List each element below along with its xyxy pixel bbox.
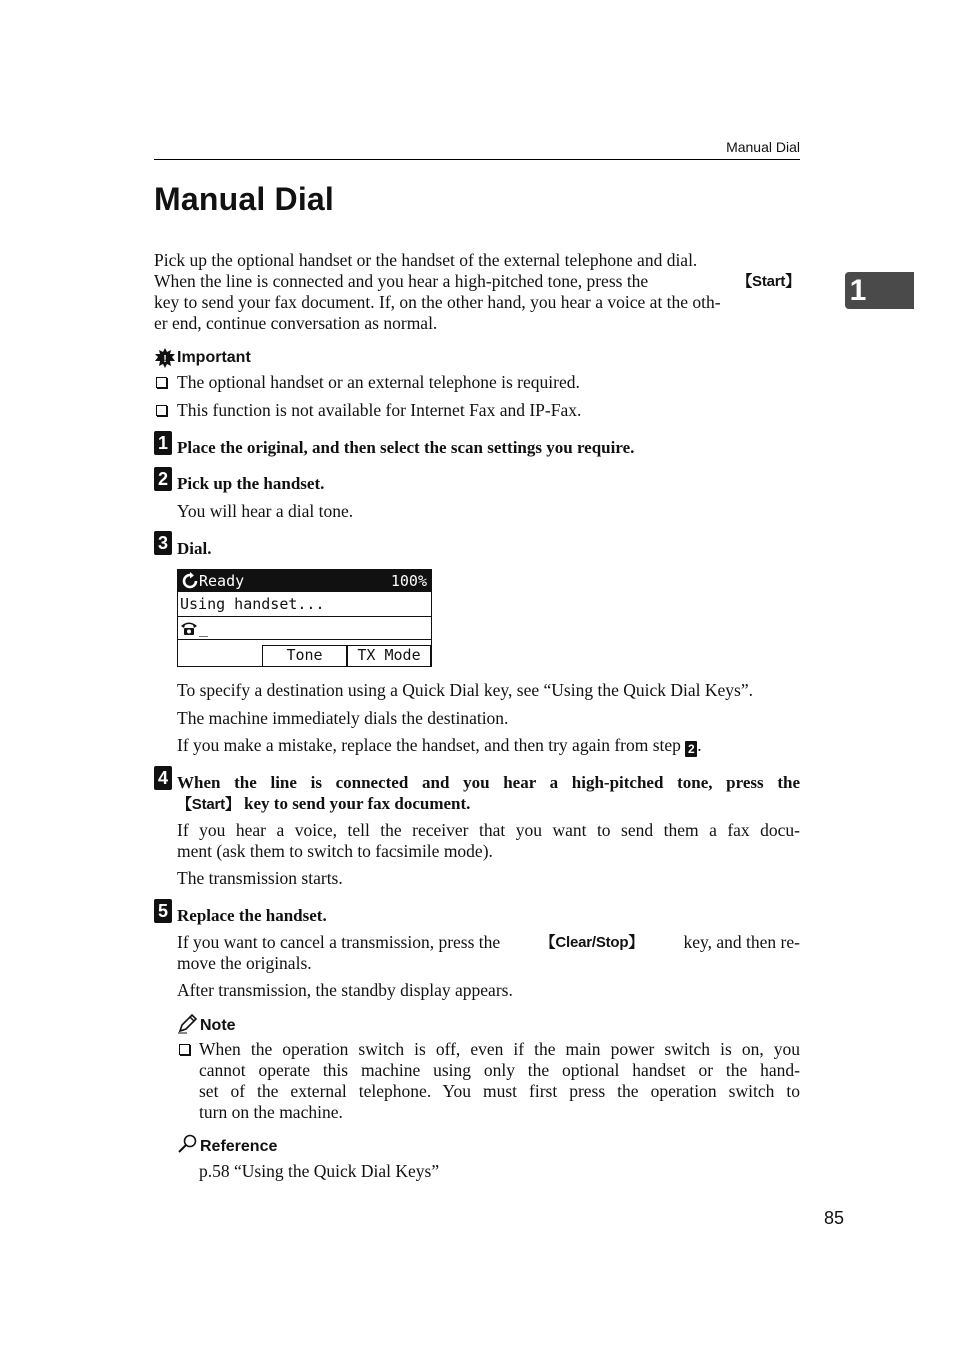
important-item-text: The optional handset or an external telephone is required. [177,372,580,392]
tone-button[interactable]: Tone [262,645,347,666]
note-line: cannot operate this machine using only the optional handset or the hand- [199,1060,800,1080]
lcd-display [177,569,432,667]
lcd-cursor: _ [199,619,209,637]
tx-mode-button[interactable]: TX Mode [347,645,431,666]
list-item [154,372,800,400]
step-5-body [177,932,800,974]
lcd-percent: 100% [390,572,427,590]
step-5-text: Replace the handset. [177,906,327,925]
intro-line-3: key to send your fax document. If, on the other hand, you hear a voice at the oth- [154,292,721,312]
lcd-status-text: Ready [199,572,245,590]
step-3-body-3-end: . [697,735,702,755]
important-icon [154,347,176,369]
page-title: Manual Dial [154,181,335,217]
important-item-text: This function is not available for Internet Fax and IP-Fax. [177,400,582,420]
step-4-body-line-1: If you hear a voice, tell the receiver that you want to send them a fax docu- [177,820,800,840]
checkbox-icon [156,377,167,388]
lcd-message: Using handset... [180,595,325,613]
step-5-body-post: key, and then re- [683,932,800,952]
reference-link[interactable]: p.58 “Using the Quick Dial Keys” [199,1161,440,1181]
step-5-body-line-1 [177,932,800,953]
step-number: 3 [154,531,172,555]
list-item [154,400,800,428]
page-number: 85 [824,1208,845,1228]
step-5-body-line-2: move the originals. [177,953,312,973]
step-number: 5 [154,899,172,923]
step-1-text: Place the original, and then select the scan settings you require. [177,438,635,457]
svg-text:!: ! [163,354,167,365]
intro-paragraph [154,250,800,334]
magnifier-icon [177,1134,199,1154]
pencil-icon [177,1014,199,1034]
step-number: 4 [154,766,172,790]
step-number: 1 [154,431,172,455]
step-5-body-2: After transmission, the standby display appears. [177,980,513,1000]
telephone-icon [180,620,198,636]
header-rule [154,159,800,160]
note-title: Note [200,1017,236,1034]
step-number: 2 [154,467,172,491]
step-3-body-1: To specify a destination using a Quick Dial key, see “Using the Quick Dial Keys”. [177,680,753,700]
reference-title: Reference [200,1138,278,1155]
intro-line-4: er end, continue conversation as normal. [154,313,438,333]
running-header: Manual Dial [726,139,800,155]
step-3-body-3 [177,735,702,757]
important-title: Important [177,349,251,366]
step-3-body-2: The machine immediately dials the destination. [177,708,509,728]
checkbox-icon [179,1044,190,1055]
step-4-text [177,772,800,815]
lcd-status-bar [178,570,431,592]
step-4-body-2: The transmission starts. [177,868,343,888]
chapter-tab [845,272,914,309]
step-5-body-pre: If you want to cancel a transmission, press the [177,932,501,952]
note-line: turn on the machine. [199,1102,343,1122]
start-key-label: 【Start】 [737,273,800,290]
ready-icon [181,572,199,590]
step-reference-badge: 2 [685,741,697,757]
lcd-message-row [178,592,431,617]
step-3-text: Dial. [177,539,212,558]
step-4-line-2 [177,793,800,815]
step-2-text: Pick up the handset. [177,474,325,493]
step-4-body-line-2: ment (ask them to switch to facsimile mode). [177,841,493,861]
step-4-body [177,820,800,862]
intro-line-2-text: When the line is connected and you hear a high-pitched tone, press the [154,271,649,291]
note-list [177,1039,800,1123]
step-2-body: You will hear a dial tone. [177,501,354,521]
checkbox-icon [156,405,167,416]
note-line: When the operation switch is off, even if the main power switch is on, you [199,1039,800,1059]
lcd-input-row [178,617,431,640]
important-list [154,372,800,428]
chapter-number: 1 [849,274,867,307]
step-4-line-2-text: key to send your fax document. [244,794,471,813]
intro-line-2 [154,271,800,292]
intro-line-1: Pick up the optional handset or the handset of the external telephone and dial. [154,250,698,270]
start-key-label: 【Start】 [177,796,240,813]
step-4-line-1: When the line is connected and you hear a high-pitched tone, press the [177,773,800,792]
step-3-body-3-text: If you make a mistake, replace the handset, and then try again from step [177,735,681,755]
note-item-text [199,1039,800,1123]
clear-stop-key-label: 【Clear/Stop】 [540,934,644,951]
note-line: set of the external telephone. You must first press the operation switch to [199,1081,800,1101]
